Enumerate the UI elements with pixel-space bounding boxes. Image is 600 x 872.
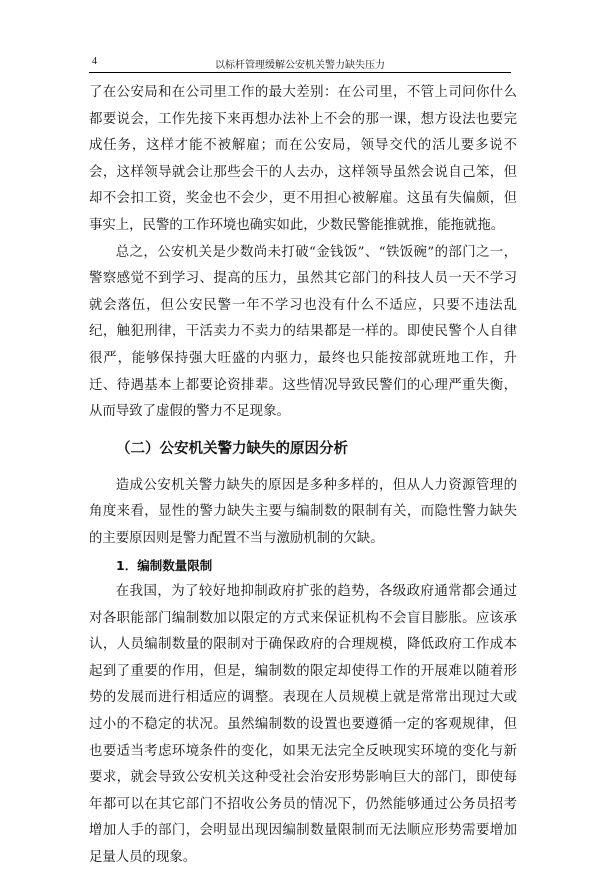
section-heading: （二）公安机关警力缺失的原因分析 [116, 440, 348, 457]
page-number: 4 [92, 56, 97, 67]
main-text [89, 80, 517, 872]
paragraph-summary: 总之，公安机关是少数尚未打破“金钱饭”、“铁饭碗”的部门之一，警察感觉不到学习、提高的压力，虽然其它部门的科技人员一天不学习就会落伍，但公安民警一年不学习也没有什么不适应，只要不违法乱纪，触犯刑律，干活卖力不卖力的结果都是一样的。即使民警个人自律很严，能够保持强大旺盛的内驱力，最终也只能按部就班地工作，升迁、待遇基本上都要论资排辈。这些情况导致民警们的心理严重失衡，从而导致了虚假的警力不足现象。 [89, 244, 517, 420]
paragraph-staffing-limits: 在我国，为了较好地抑制政府扩张的趋势，各级政府通常都会通过对各职能部门编制数加以限定的方式来保证机构不会盲目膨胀。应该承认，人员编制数量的限制对于确保政府的合理规模，降低政府工作成本起到了重要的作用，但是，编制数的限定却使得工作的开展难以随着形势的发展而进行相适应的调整。表现在人员规模上就是常常出现过大或过小的不稳定的状况。虽然编制数的设置也要遵循一定的客观规律，但也要适当考虑环境条件的变化，如果无法完全反映现实环境的变化与新要求，就会导致公安机关这种受社会治安形势影响巨大的部门，即使每年都可以在其它部门不招收公务员的情况下，仍然能够通过公务员招考增加人手的部门，会明显出现因编制数量限制而无法顺应形势需要增加足量人员的现象。 [89, 584, 517, 866]
running-title: 以标杆管理缓解公安机关警力缺失压力 [215, 60, 385, 71]
paragraph-causes-intro: 造成公安机关警力缺失的原因是多种多样的，但从人力资源管理的角度来看，显性的警力缺失主要与编制数的限制有关，而隐性警力缺失的主要原因则是警力配置不当与激励机制的欠缺。 [89, 477, 517, 546]
sub-heading: 1．编制数量限制 [116, 557, 213, 573]
page-header [89, 50, 511, 73]
paragraph-continued: 了在公安局和在公司里工作的最大差别：在公司里，不管上司问你什么都要说会，工作先接下来再想办法补上不会的那一课，想方设法也要完成任务，这样才能不被解雇；而在公安局，领导交代的活儿要多说不会，这样领导就会让那些会干的人去办，这样领导虽然会说自己笨，但却不会扣工资，奖金也不会少，更不用担心被解雇。这虽有失偏颇，但事实上，民警的工作环境也确实如此，少数民警能推就推，能拖就拖。 [89, 85, 517, 233]
